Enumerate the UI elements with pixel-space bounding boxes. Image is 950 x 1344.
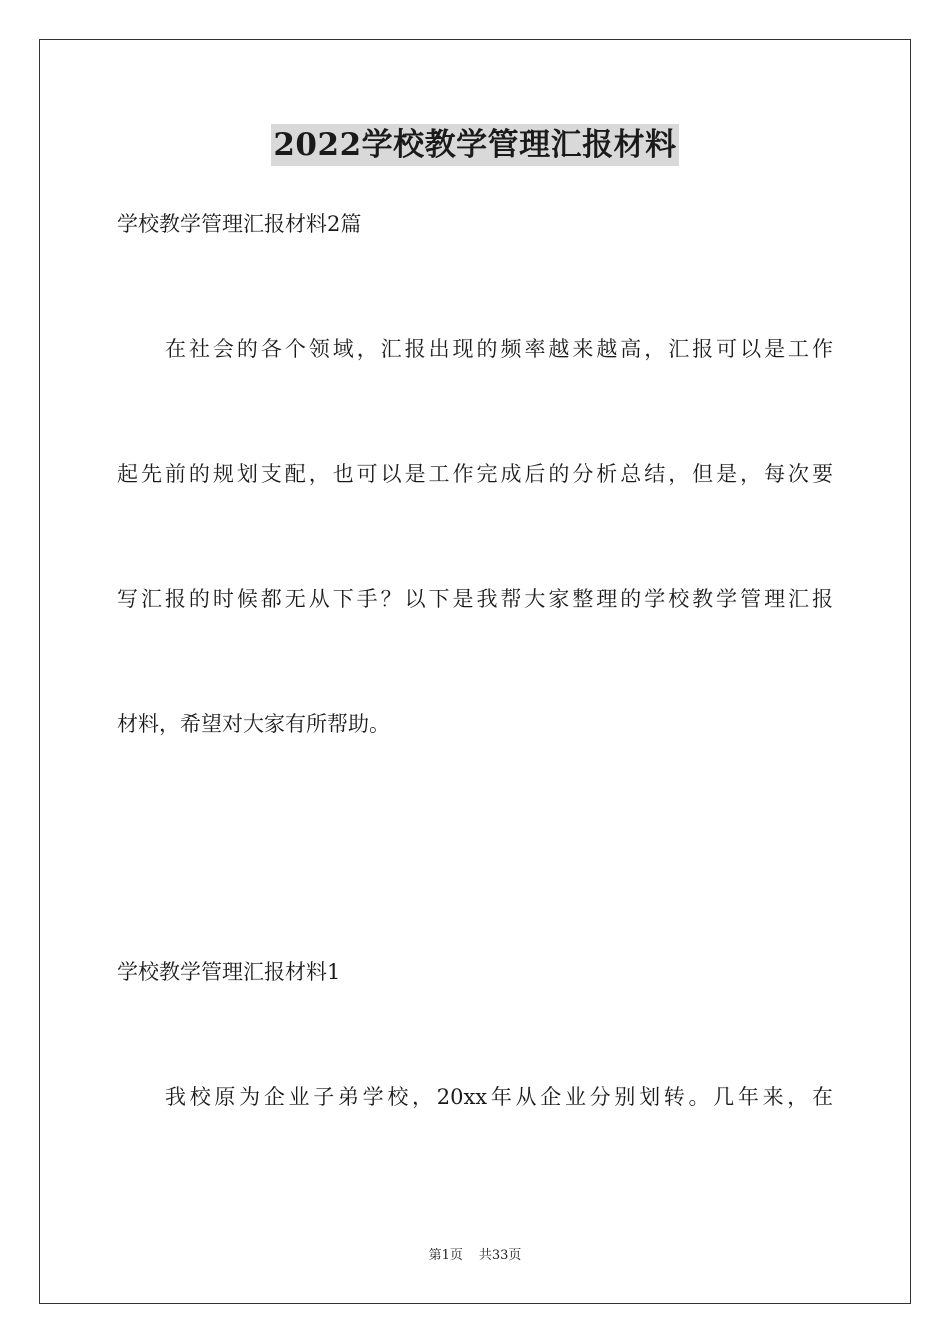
intro-paragraph-line-4: 材料，希望对大家有所帮助。 — [117, 712, 390, 736]
section-heading: 学校教学管理汇报材料1 — [117, 960, 341, 984]
current-page-number: 第1页 — [428, 1248, 463, 1263]
document-title-text: 2022学校教学管理汇报材料 — [271, 124, 678, 166]
intro-paragraph-line-1: 在社会的各个领域，汇报出现的频率越来越高，汇报可以是工作 — [165, 337, 833, 361]
intro-paragraph-line-2: 起先前的规划支配，也可以是工作完成后的分析总结，但是，每次要 — [117, 462, 833, 486]
section-paragraph-line-1: 我校原为企业子弟学校，20xx年从企业分别划转。几年来，在 — [165, 1085, 833, 1109]
total-page-count: 共33页 — [478, 1248, 522, 1263]
document-title — [0, 124, 950, 166]
intro-paragraph-line-3: 写汇报的时候都无从下手？以下是我帮大家整理的学校教学管理汇报 — [117, 587, 833, 611]
page-footer — [0, 1247, 950, 1265]
document-subtitle: 学校教学管理汇报材料2篇 — [117, 212, 362, 236]
